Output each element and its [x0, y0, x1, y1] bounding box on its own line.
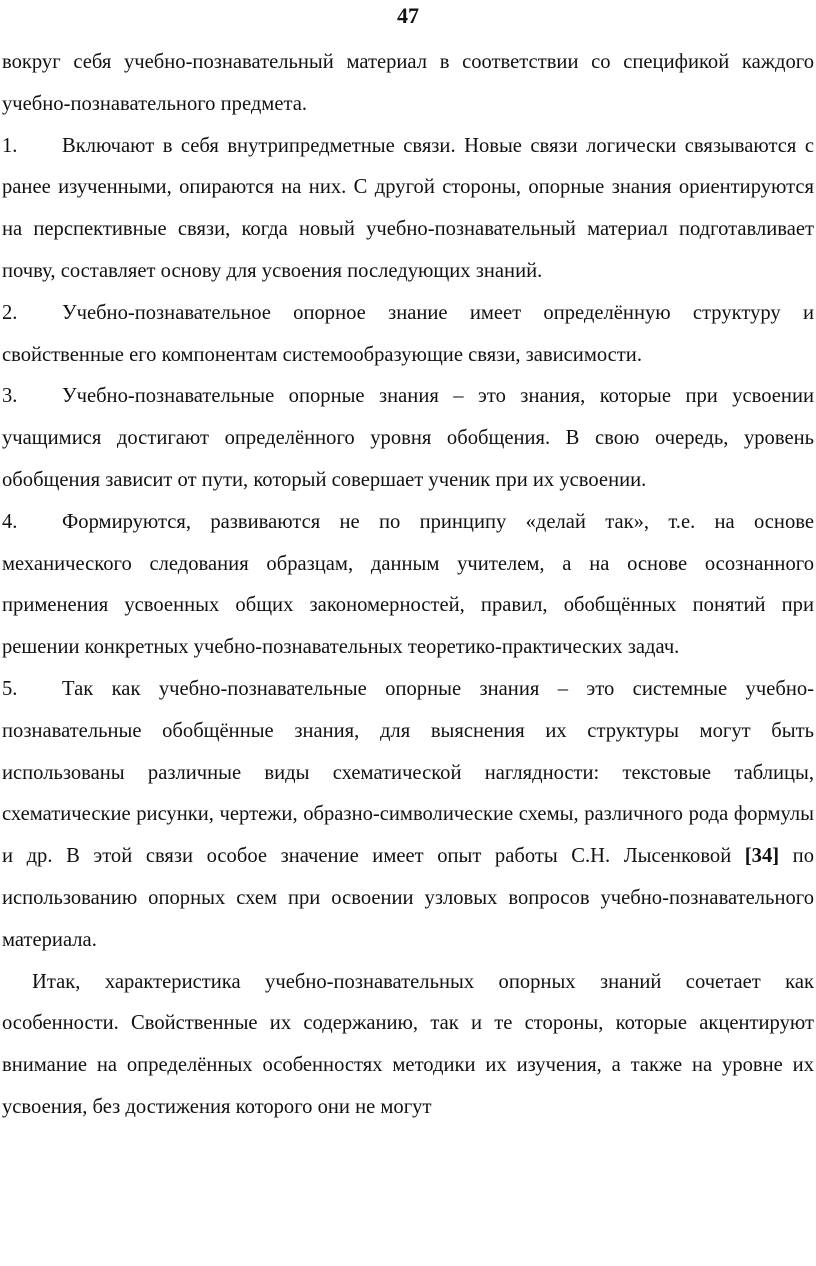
list-item-number: 2. — [2, 301, 18, 324]
page-body — [2, 42, 814, 1129]
list-item-text-continued: по использованию опорных схем при освоении узловых вопросов учебно-познавательного материала. — [2, 845, 814, 951]
list-item-number: 4. — [2, 510, 18, 533]
list-item-text: Формируются, развиваются не по принципу «делай так», т.е. на основе механического следования образцам, данным учителем, а на основе осознанного применения усвоенных общих закономерностей, правил, обобщённых понятий при решении конкретных учебно-познавательных теоретико-практических задач. — [2, 510, 814, 659]
citation-reference: [34] — [744, 845, 780, 868]
list-item-2 — [2, 293, 814, 377]
list-item-3 — [2, 376, 814, 501]
paragraph-intro: вокруг себя учебно-познавательный материал в соответствии со спецификой каждого учебно-познавательного предмета. — [2, 51, 814, 115]
list-item-text: Включают в себя внутрипредметные связи. Новые связи логически связываются с ранее изученными, опираются на них. С другой стороны, опорные знания ориентируются на перспективные связи, когда новый учебно-познавательный материал подготавливает почву, составляет основу для усвоения последующих знаний. — [2, 134, 814, 282]
list-item-text: Так как учебно-познавательные опорные знания – это системные учебно-познавательные обобщённые знания, для выяснения их структуры могут быть использованы различные виды схематической наглядности: текстовые таблицы, схематические рисунки, чертежи, образно-символические схемы, различного рода формулы и др. В этой связи особое значение имеет опыт работы С.Н. Лысенковой — [2, 677, 814, 868]
list-item-1 — [2, 126, 814, 293]
list-item-number: 3. — [2, 385, 18, 408]
page-number: 47 — [397, 3, 419, 28]
paragraph-conclusion: Итак, характеристика учебно-познавательных опорных знаний сочетает как особенности. Свойственные их содержанию, так и те стороны, которые акцентируют внимание на определённых особенностях методики их изучения, а также на уровне их усвоения, без достижения которого они не могут — [2, 970, 814, 1118]
list-item-number: 1. — [2, 134, 18, 157]
list-item-text: Учебно-познавательное опорное знание имеет определённую структуру и свойственные его компонентам системообразующие связи, зависимости. — [2, 301, 814, 366]
list-item-5 — [2, 669, 814, 962]
list-item-text: Учебно-познавательные опорные знания – это знания, которые при усвоении учащимися достигают определённого уровня обобщения. В свою очередь, уровень обобщения зависит от пути, который совершает ученик при их усвоении. — [2, 385, 814, 491]
list-item-number: 5. — [2, 677, 18, 700]
list-item-4 — [2, 502, 814, 669]
